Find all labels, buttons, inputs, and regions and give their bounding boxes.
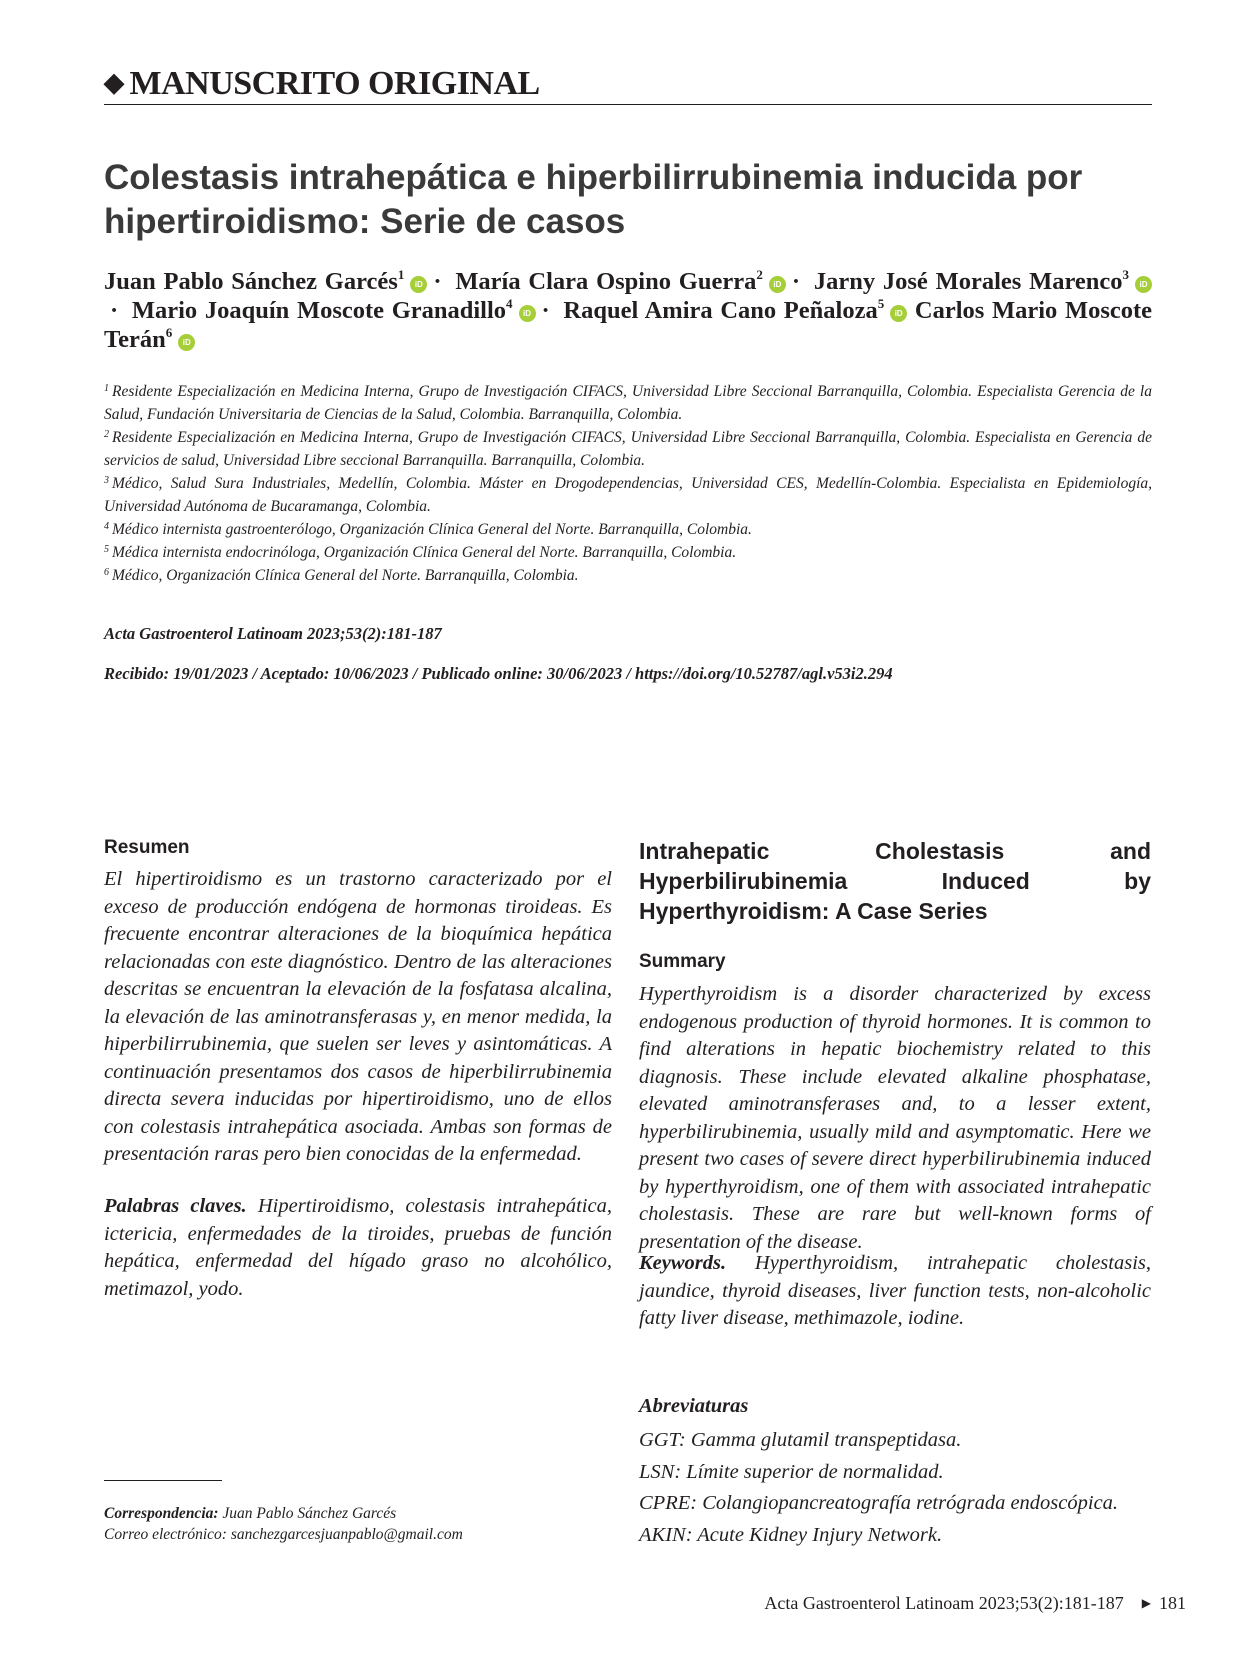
keywords-en-label: Keywords. (639, 1252, 727, 1274)
resumen-text: El hipertiroidismo es un trastorno caracterizado por el exceso de producción endógena de hormonas tiroideas. Es frecuente encontrar alteraciones de la bioquímica hepática relacionadas con este diagnóstico. Dentro de las alteraciones descritas se encuentran la elevación de la fosfatasa alcalina, la elevación de las aminotransferasas y, en menor medida, la hiperbilirrubinemia, que suelen ser leves y asintomáticas. A continuación presentamos dos casos de hiperbilirrubinemia directa severa inducidas por hipertiroidismo, uno de ellos con colestasis intrahepática asociada. Ambas son formas de presentación raras pero bien conocidas de la enfermedad. (104, 868, 612, 1165)
article-title: Colestasis intrahepática e hiperbilirrubinemia inducida por hipertiroidismo: Serie de casos (104, 158, 1083, 241)
author-separator: · (110, 297, 119, 324)
orcid-icon[interactable]: iD (178, 334, 195, 351)
author-separator: · (433, 268, 442, 295)
affiliation-number: 3 (104, 475, 109, 486)
author-affiliation-number: 6 (165, 325, 173, 340)
section-header-label: MANUSCRITO ORIGINAL (129, 65, 540, 102)
author-name: María Clara Ospino Guerra (455, 268, 757, 295)
affiliation-text: Médico internista gastroenterólogo, Organización Clínica General del Norte. Barranquilla, Colombia. (112, 521, 752, 538)
affiliation-text: Médica internista endocrinóloga, Organización Clínica General del Norte. Barranquilla, Colombia. (112, 544, 737, 561)
author-affiliation-number: 2 (756, 267, 763, 282)
publication-dates[interactable]: Recibido: 19/01/2023 / Aceptado: 10/06/2023 / Publicado online: 30/06/2023 / https://doi.org/10.52787/agl.v53i2.294 (104, 664, 893, 683)
orcid-icon[interactable]: iD (769, 276, 786, 293)
affiliations (104, 380, 1152, 587)
email-line (104, 1524, 624, 1545)
affiliation-number: 2 (104, 429, 109, 440)
page-number: 181 (1159, 1593, 1186, 1613)
english-title: Intrahepatic Cholestasis and Hyperbilirubinemia Induced by Hyperthyroidism: A Case Series (639, 838, 1151, 924)
resumen-heading: Resumen (104, 837, 190, 858)
keywords-es-text: Hipertiroidismo, colestasis intrahepática, ictericia, enfermedades de la tiroides, pruebas de función hepática, enfermedad del hígado graso no alcohólico, metimazol, yodo. (104, 1195, 612, 1300)
affiliation-number: 5 (104, 544, 109, 555)
email-label: Correo electrónico: (104, 1526, 227, 1543)
correspondence-label: Correspondencia: (104, 1505, 219, 1522)
affiliation-text: Residente Especialización en Medicina Interna, Grupo de Investigación CIFACS, Universidad Libre Seccional Barranquilla, Colombia. Especialista en Gerencia de servicios de salud, Universidad Libre seccional Barranquilla. Barranquilla, Colombia. (104, 429, 1152, 469)
diamond-icon: ◆ (104, 68, 124, 97)
author-name: Juan Pablo Sánchez Garcés (104, 268, 398, 295)
affiliation-number: 4 (104, 521, 109, 532)
abbreviations-heading: Abreviaturas (639, 1395, 749, 1417)
footnote-divider (104, 1480, 222, 1481)
affiliation-item (104, 380, 1152, 426)
author-affiliation-number: 3 (1122, 267, 1130, 282)
correspondence (104, 1503, 624, 1545)
keywords-en-text: Hyperthyroidism, intrahepatic cholestasis, jaundice, thyroid diseases, liver function tests, non-alcoholic fatty liver disease, methimazole, iodine. (639, 1252, 1152, 1329)
email-link[interactable]: sanchezgarcesjuanpablo@gmail.com (230, 1526, 463, 1543)
orcid-icon[interactable]: iD (1135, 276, 1152, 293)
author-name: Mario Joaquín Moscote Granadillo (131, 297, 507, 324)
page-footer (764, 1593, 1186, 1614)
affiliation-text: Médico, Salud Sura Industriales, Medellín, Colombia. Máster en Drogodependencias, Universidad CES, Medellín-Colombia. Especialista en Epidemiología, Universidad Autónoma de Bucaramanga, Colombia. (104, 475, 1152, 515)
author-affiliation-number: 1 (397, 267, 405, 282)
author-list (104, 267, 1152, 354)
abbreviation-item: AKIN: Acute Kidney Injury Network. (639, 1523, 943, 1546)
summary-text: Hyperthyroidism is a disorder characterized by excess endogenous production of thyroid hormones. It is common to find alterations in hepatic biochemistry related to this diagnosis. These include elevated alkaline phosphatase, elevated aminotransferases and, to a lesser extent, hyperbilirubinemia, usually mild and asymptomatic. Here we present two cases of severe direct hyperbilirubinemia induced by hyperthyroidism, one of them with associated intrahepatic cholestasis. These are rare but well-known forms of presentation of the disease. (639, 983, 1151, 1253)
affiliation-item (104, 518, 1152, 541)
abbreviations-list (639, 1425, 1159, 1551)
orcid-icon[interactable]: iD (410, 276, 427, 293)
author-name: Carlos Mario Moscote Terán (104, 297, 1153, 353)
keywords-es-label: Palabras claves. (104, 1195, 247, 1217)
keywords-en (639, 1250, 1151, 1333)
author-name: Raquel Amira Cano Peñaloza (563, 297, 878, 324)
author-separator: · (541, 297, 550, 324)
author-separator: · (791, 268, 801, 295)
correspondence-line (104, 1503, 624, 1524)
orcid-icon[interactable]: iD (890, 305, 907, 322)
affiliation-item (104, 426, 1152, 472)
section-header (104, 62, 1152, 105)
affiliation-text: Residente Especialización en Medicina Interna, Grupo de Investigación CIFACS, Universidad Libre Seccional Barranquilla, Colombia. Especialista Gerencia de la Salud, Fundación Universitaria de Ciencias de la Salud, Colombia. Barranquilla, Colombia. (104, 383, 1152, 423)
affiliation-item (104, 472, 1152, 518)
affiliation-text: Médico, Organización Clínica General del Norte. Barranquilla, Colombia. (112, 567, 579, 584)
affiliation-item (104, 564, 1152, 587)
triangle-right-icon: ▶ (1141, 1596, 1151, 1610)
orcid-icon[interactable]: iD (519, 305, 536, 322)
author-affiliation-number: 5 (877, 296, 885, 311)
affiliation-item (104, 541, 1152, 564)
footer-journal: Acta Gastroenterol Latinoam 2023;53(2):181-187 (764, 1593, 1124, 1613)
author-name: Jarny José Morales Marenco (813, 268, 1123, 295)
abbreviation-item: CPRE: Colangiopancreatografía retrógrada endoscópica. (639, 1492, 1119, 1514)
abbreviation-item: GGT: Gamma glutamil transpeptidasa. (639, 1429, 962, 1451)
affiliation-number: 1 (104, 383, 109, 394)
journal-citation: Acta Gastroenterol Latinoam 2023;53(2):181-187 (104, 624, 442, 643)
affiliation-number: 6 (104, 567, 109, 578)
keywords-es (104, 1193, 612, 1303)
correspondence-name: Juan Pablo Sánchez Garcés (222, 1505, 397, 1522)
abbreviation-item: LSN: Límite superior de normalidad. (639, 1460, 944, 1483)
author-affiliation-number: 4 (506, 296, 513, 311)
summary-heading: Summary (639, 951, 726, 972)
